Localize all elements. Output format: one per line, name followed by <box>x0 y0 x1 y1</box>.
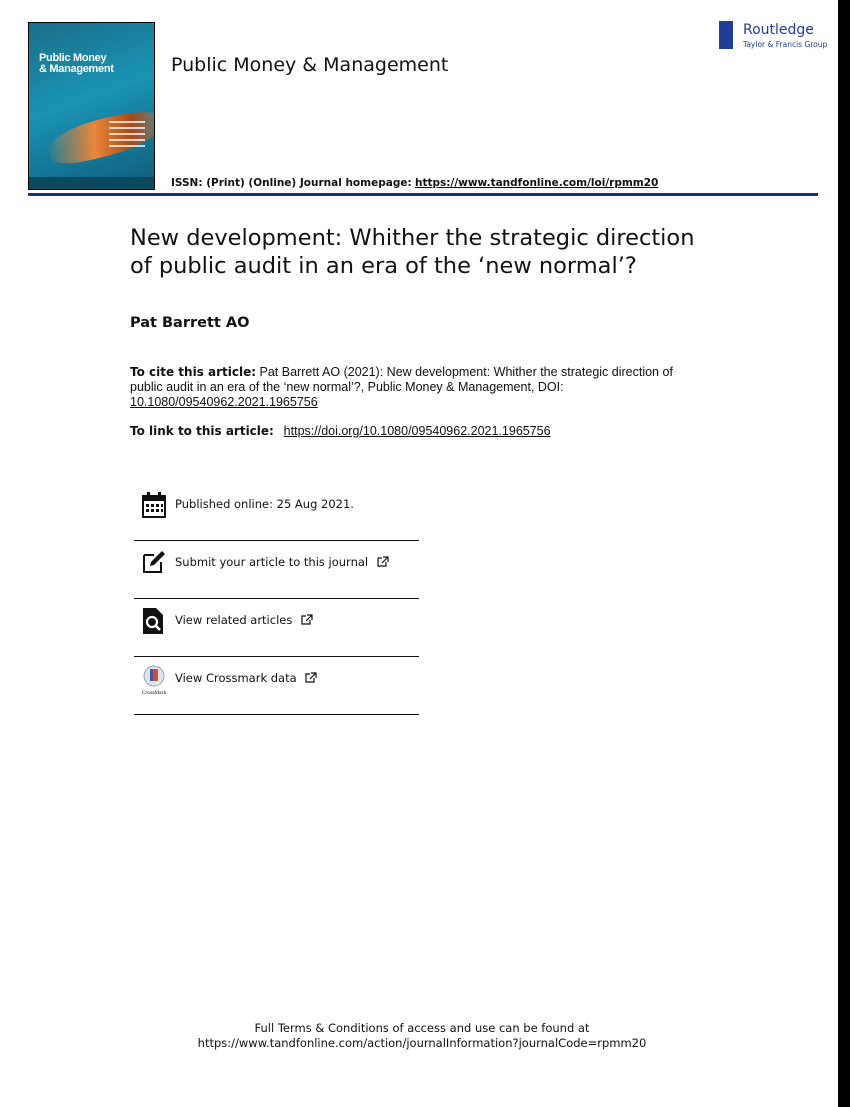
view-related-label: View related articles <box>175 613 293 627</box>
cite-text: Pat Barrett AO (2021): New development: Whither the strategic direction of public audit in an era of the ‘new normal’?, Public Money & Management, DOI: <box>130 365 673 394</box>
svg-text:CrossMark: CrossMark <box>141 690 167 695</box>
calendar-icon <box>141 491 167 521</box>
published-online-label: Published online: 25 Aug 2021. <box>175 497 354 511</box>
submit-article-link[interactable] <box>134 541 419 599</box>
external-link-icon <box>301 614 313 625</box>
article-doi-link[interactable]: https://doi.org/10.1080/09540962.2021.1965756 <box>283 424 551 438</box>
header-divider <box>28 193 818 196</box>
viewer-edge <box>838 0 850 1107</box>
cover-title: Public Money & Management <box>39 52 114 75</box>
cite-label: To cite this article: <box>130 365 257 379</box>
view-crossmark-link[interactable] <box>134 657 419 715</box>
crossmark-icon <box>141 665 167 695</box>
view-related-articles-link[interactable] <box>134 599 419 657</box>
cover-text-lines <box>109 121 145 151</box>
publisher-name: Routledge <box>743 22 814 38</box>
search-document-icon <box>141 607 167 637</box>
published-online-item <box>134 483 419 541</box>
edit-icon <box>141 549 167 579</box>
link-label: To link to this article: <box>130 424 274 438</box>
citation-block <box>130 365 690 410</box>
terms-url[interactable]: https://www.tandfonline.com/action/journalInformation?journalCode=rpmm20 <box>197 1036 647 1050</box>
routledge-logo <box>719 21 828 51</box>
journal-name[interactable]: Public Money & Management <box>171 54 449 76</box>
submit-article-label: Submit your article to this journal <box>175 555 369 569</box>
publisher-tagline: Taylor & Francis Group <box>743 40 828 49</box>
external-link-icon <box>377 556 389 567</box>
routledge-logo-icon <box>719 21 733 49</box>
terms-footer <box>0 1021 844 1051</box>
cover-footer-band <box>29 177 154 189</box>
article-author: Pat Barrett AO <box>130 315 250 331</box>
article-title: New development: Whither the strategic direction of public audit in an era of the ‘new normal’? <box>130 225 695 279</box>
article-link-row <box>130 424 551 438</box>
terms-line: Full Terms & Conditions of access and use can be found at <box>254 1021 590 1035</box>
view-crossmark-label: View Crossmark data <box>175 671 297 685</box>
issn-line <box>171 177 658 189</box>
article-actions <box>134 483 419 715</box>
journal-cover-image <box>28 22 155 190</box>
cite-doi-link[interactable]: 10.1080/09540962.2021.1965756 <box>130 395 318 409</box>
external-link-icon <box>305 672 317 683</box>
journal-homepage-link[interactable]: https://www.tandfonline.com/loi/rpmm20 <box>415 177 659 189</box>
issn-label: ISSN: (Print) (Online) Journal homepage: <box>171 177 412 189</box>
